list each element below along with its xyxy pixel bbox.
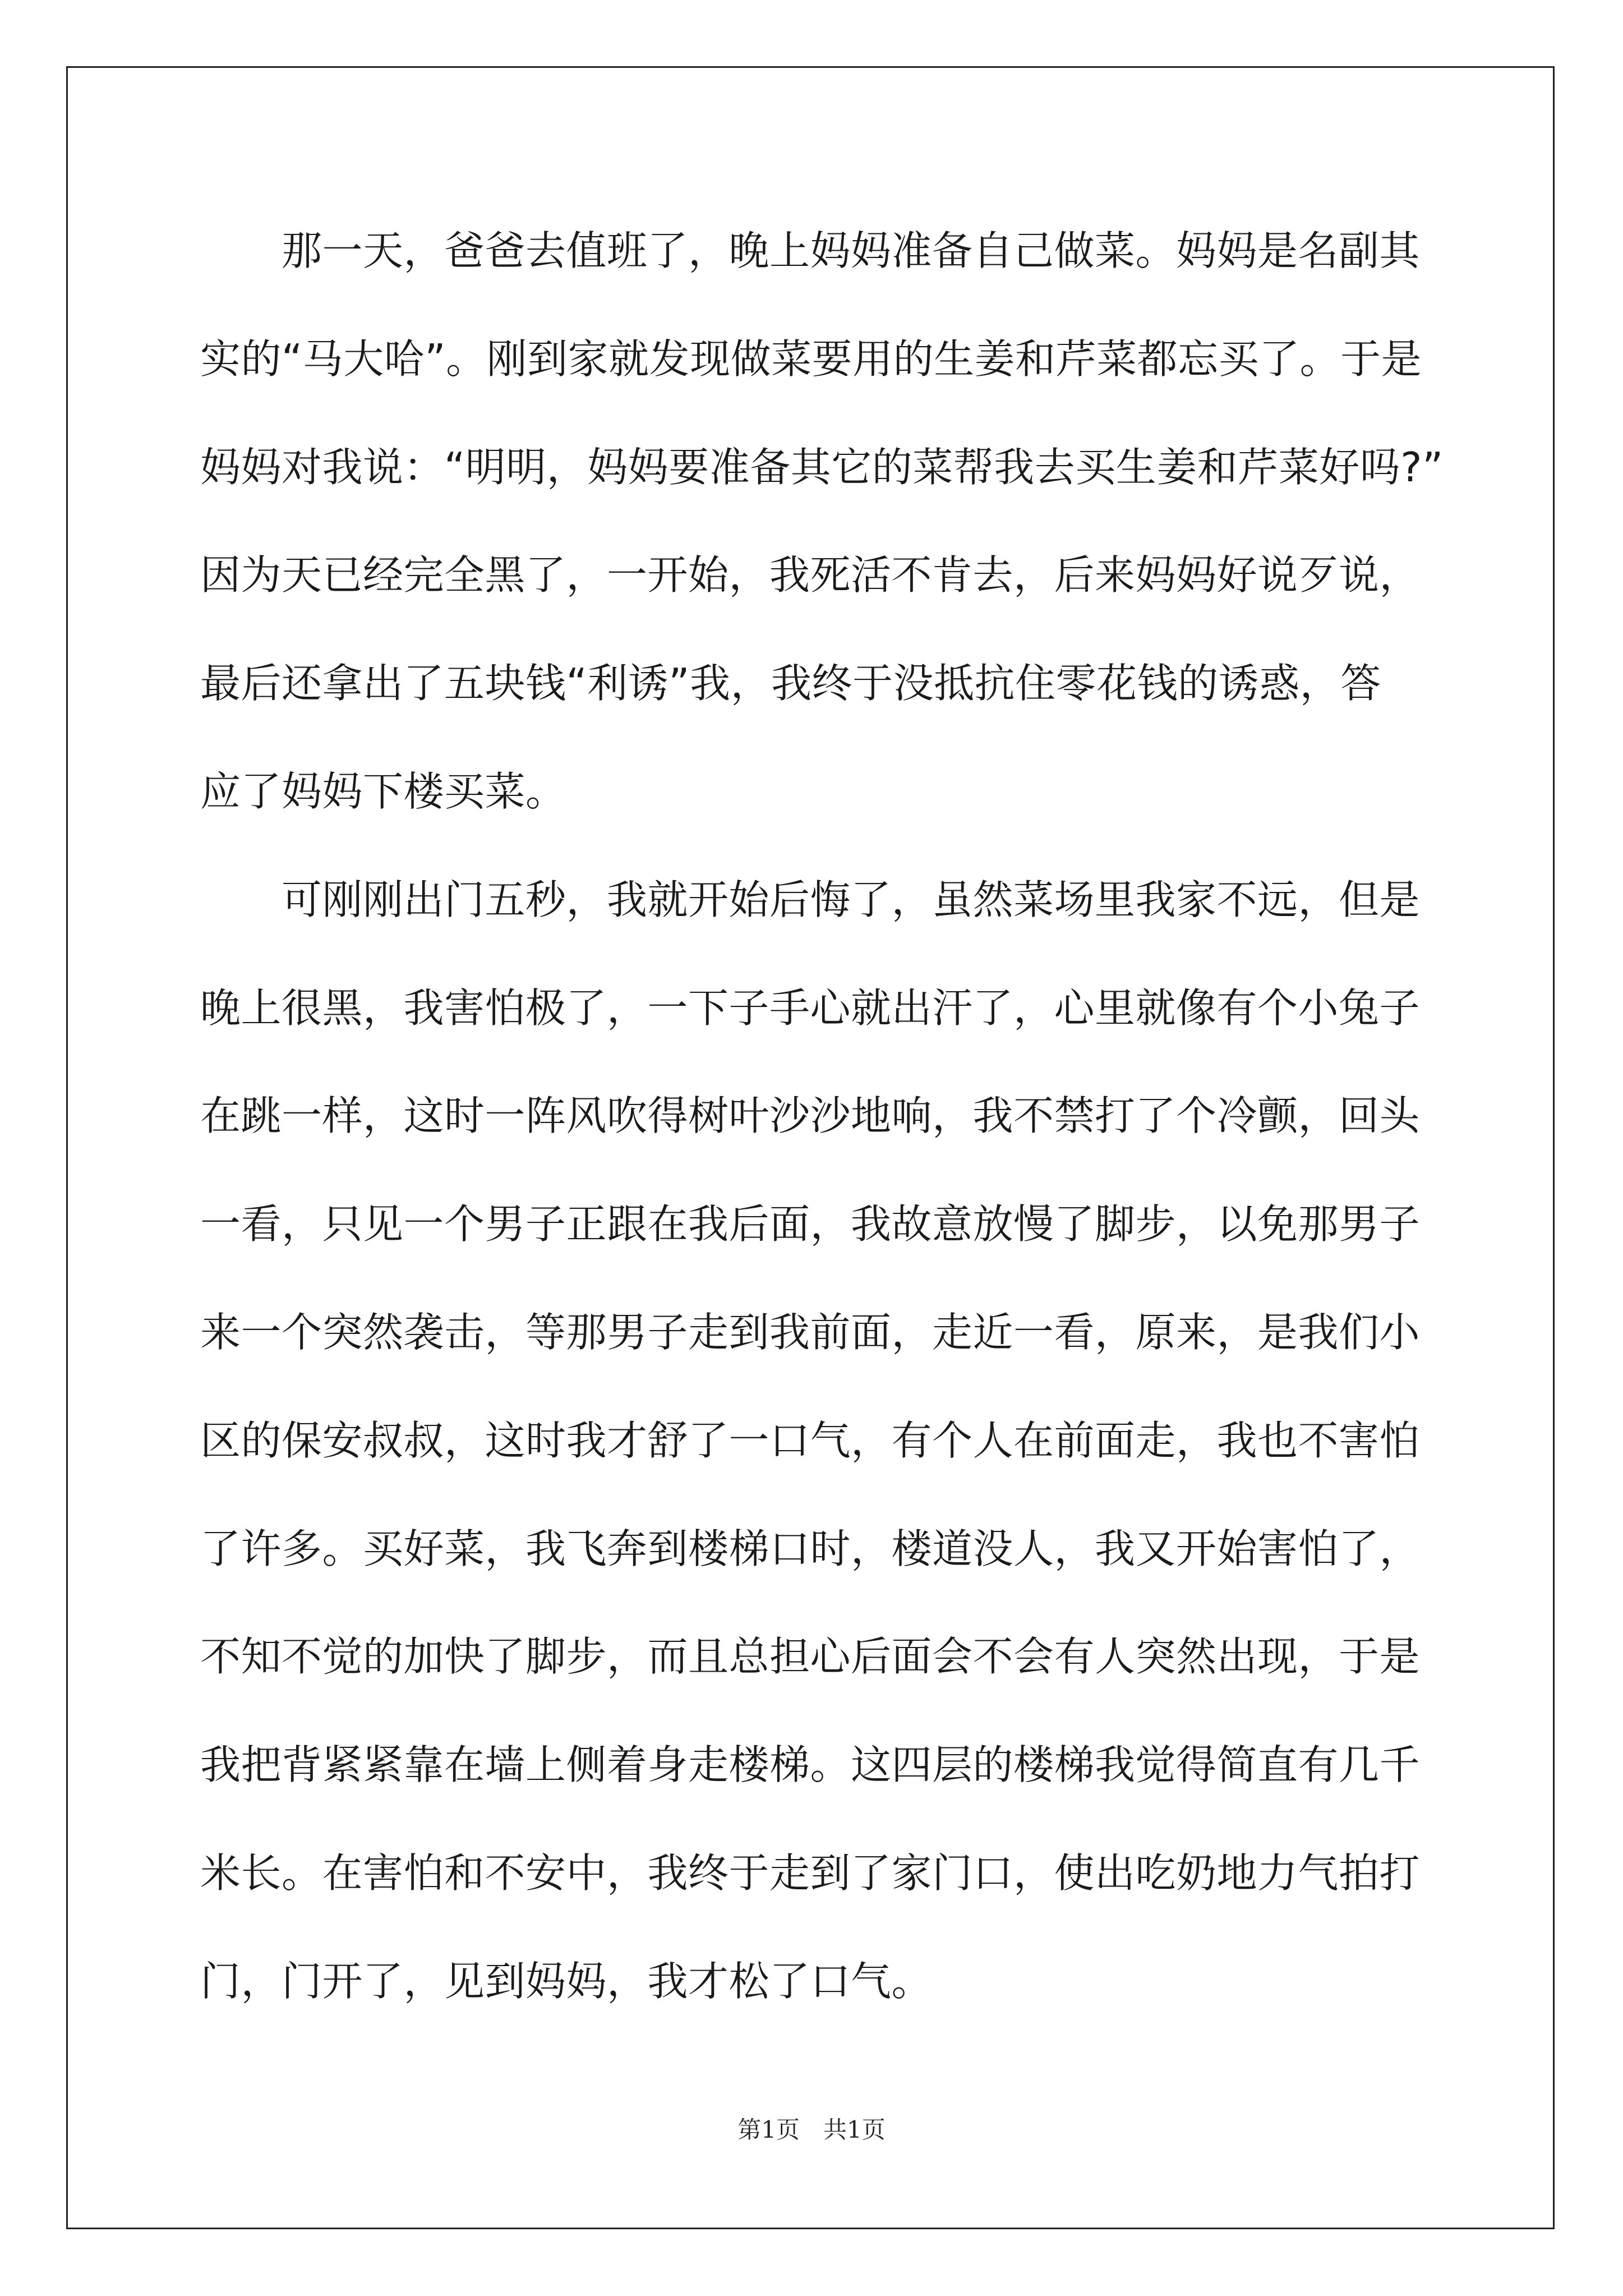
paragraph-2-line-8: 不知不觉的加快了脚步，而且总担心后面会不会有人突然出现，于是: [200, 1633, 1421, 1680]
paragraph-1-line-5: 最后还拿出了五块钱“利诱”我，我终于没抵抗住零花钱的诱惑，答: [200, 660, 1381, 707]
paragraph-1-line-4: 因为天已经完全黑了，一开始，我死活不肯去，后来妈妈好说歹说，: [200, 551, 1421, 599]
paragraph-1-line-1: 那一天，爸爸去值班了，晚上妈妈准备自己做菜。妈妈是名副其: [200, 227, 1421, 274]
paragraph-2-line-5: 来一个突然袭击，等那男子走到我前面，走近一看，原来，是我们小: [200, 1309, 1421, 1356]
paragraph-2-line-3: 在跳一样，这时一阵风吹得树叶沙沙地响，我不禁打了个冷颤，回头: [200, 1092, 1421, 1139]
paragraph-2-line-1: 可刚刚出门五秒，我就开始后悔了，虽然菜场里我家不远，但是: [200, 876, 1421, 923]
paragraph-1-line-6: 应了妈妈下楼买菜。: [200, 768, 566, 815]
page-border: [66, 66, 1555, 2229]
paragraph-2-line-10: 米长。在害怕和不安中，我终于走到了家门口，使出吃奶地力气拍打: [200, 1849, 1421, 1897]
paragraph-1-line-3: 妈妈对我说：“明明，妈妈要准备其它的菜帮我去买生姜和芹菜好吗?”: [200, 444, 1444, 491]
paragraph-2-line-2: 晚上很黑，我害怕极了，一下子手心就出汗了，心里就像有个小兔子: [200, 984, 1421, 1032]
paragraph-2-line-9: 我把背紧紧靠在墙上侧着身走楼梯。这四层的楼梯我觉得简直有几千: [200, 1741, 1421, 1788]
paragraph-1-line-2: 实的“马大哈”。刚到家就发现做菜要用的生姜和芹菜都忘买了。于是: [200, 335, 1422, 383]
paragraph-2-line-4: 一看，只见一个男子正跟在我后面，我故意放慢了脚步，以免那男子: [200, 1200, 1421, 1248]
paragraph-2-line-11: 门，门开了，见到妈妈，我才松了口气。: [200, 1958, 933, 2005]
paragraph-2-line-6: 区的保安叔叔，这时我才舒了一口气，有个人在前面走，我也不害怕: [200, 1417, 1421, 1464]
paragraph-2-line-7: 了许多。买好菜，我飞奔到楼梯口时，楼道没人，我又开始害怕了，: [200, 1525, 1421, 1572]
page-number-footer: 第1页 共1页: [737, 2116, 886, 2143]
